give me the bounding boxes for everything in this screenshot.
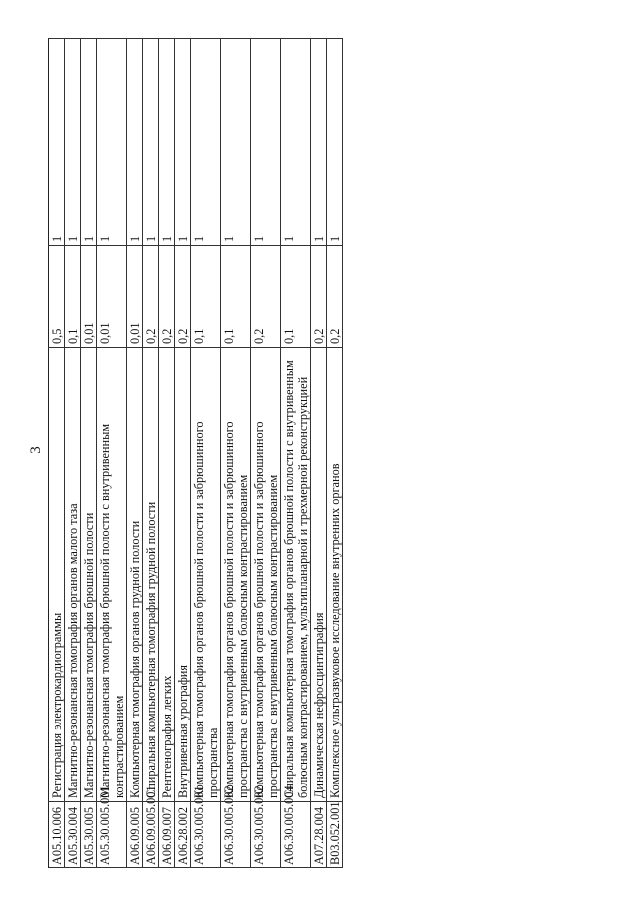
frequency-value: 0,1: [65, 246, 81, 348]
table-row: [311, 39, 327, 868]
service-code: B03.052.001: [327, 802, 343, 868]
service-code: A06.09.007: [159, 802, 175, 868]
service-name: Спиральная компьютерная томография органов брюшной полости с внутривенным болюсным контрастированием, мультипланарной и трехмерной реконструкцией: [281, 348, 311, 802]
table-row: [251, 39, 281, 868]
frequency-value: 0,2: [143, 246, 159, 348]
table-row: [221, 39, 251, 868]
frequency-value: 0,5: [49, 246, 65, 348]
frequency-value: 0,2: [311, 246, 327, 348]
table-row: [81, 39, 97, 868]
table-row: [127, 39, 143, 868]
frequency-value: 0,2: [175, 246, 191, 348]
service-name: Комплексное ультразвуковое исследование внутренних органов: [327, 348, 343, 802]
service-code: A05.30.005.001: [97, 802, 127, 868]
service-code: A06.30.005.002: [221, 802, 251, 868]
frequency-value: 0,2: [251, 246, 281, 348]
service-name: Динамическая нефросцинтиграфия: [311, 348, 327, 802]
page-number: 3: [28, 446, 44, 454]
multiplicity-value: 1: [81, 39, 97, 246]
service-code: A06.30.005.002: [251, 802, 281, 868]
table-row: [281, 39, 311, 868]
service-code: A07.28.004: [311, 802, 327, 868]
service-name: Магнитно-резонансная томография брюшной полости с внутривенным контрастированием: [97, 348, 127, 802]
multiplicity-value: 1: [175, 39, 191, 246]
table-row: [65, 39, 81, 868]
service-code: A05.30.005: [81, 802, 97, 868]
multiplicity-value: 1: [327, 39, 343, 246]
service-code: A06.28.002: [175, 802, 191, 868]
frequency-value: 0,2: [159, 246, 175, 348]
frequency-value: 0,1: [281, 246, 311, 348]
service-name: Регистрация электрокардиограммы: [49, 348, 65, 802]
service-code: A06.30.005.004: [281, 802, 311, 868]
table-row: [159, 39, 175, 868]
frequency-value: 0,01: [127, 246, 143, 348]
service-name: Магнитно-резонансная томография брюшной полости: [81, 348, 97, 802]
service-code: A05.10.006: [49, 802, 65, 868]
frequency-value: 0,01: [97, 246, 127, 348]
service-name: Компьютерная томография органов брюшной полости и забрюшинного пространства: [191, 348, 221, 802]
multiplicity-value: 1: [65, 39, 81, 246]
service-name: Рентгенография легких: [159, 348, 175, 802]
table-row: [97, 39, 127, 868]
service-name: Магнитно-резонансная томография органов малого таза: [65, 348, 81, 802]
multiplicity-value: 1: [281, 39, 311, 246]
frequency-value: 0,1: [221, 246, 251, 348]
table-row: [49, 39, 65, 868]
frequency-value: 0,01: [81, 246, 97, 348]
frequency-value: 0,2: [327, 246, 343, 348]
multiplicity-value: 1: [143, 39, 159, 246]
service-name: Внутривенная урография: [175, 348, 191, 802]
multiplicity-value: 1: [311, 39, 327, 246]
table-row: [191, 39, 221, 868]
multiplicity-value: 1: [127, 39, 143, 246]
table-row: [175, 39, 191, 868]
services-table-rotated: [48, 38, 438, 868]
multiplicity-value: 1: [159, 39, 175, 246]
service-code: A06.09.005: [127, 802, 143, 868]
multiplicity-value: 1: [49, 39, 65, 246]
table-row: [143, 39, 159, 868]
service-name: Спиральная компьютерная томография грудной полости: [143, 348, 159, 802]
service-code: A06.09.005.001: [143, 802, 159, 868]
frequency-value: 0,1: [191, 246, 221, 348]
table-row: [327, 39, 343, 868]
multiplicity-value: 1: [251, 39, 281, 246]
service-name: Компьютерная томография органов брюшной полости и забрюшинного пространства с внутривенным болюсным контрастированием: [251, 348, 281, 802]
services-table: [48, 38, 343, 868]
service-code: A06.30.005.001: [191, 802, 221, 868]
multiplicity-value: 1: [221, 39, 251, 246]
service-name: Компьютерная томография органов грудной полости: [127, 348, 143, 802]
service-code: A05.30.004: [65, 802, 81, 868]
service-name: Компьютерная томография органов брюшной полости и забрюшинного пространства с внутривенным болюсным контрастированием: [221, 348, 251, 802]
multiplicity-value: 1: [97, 39, 127, 246]
multiplicity-value: 1: [191, 39, 221, 246]
